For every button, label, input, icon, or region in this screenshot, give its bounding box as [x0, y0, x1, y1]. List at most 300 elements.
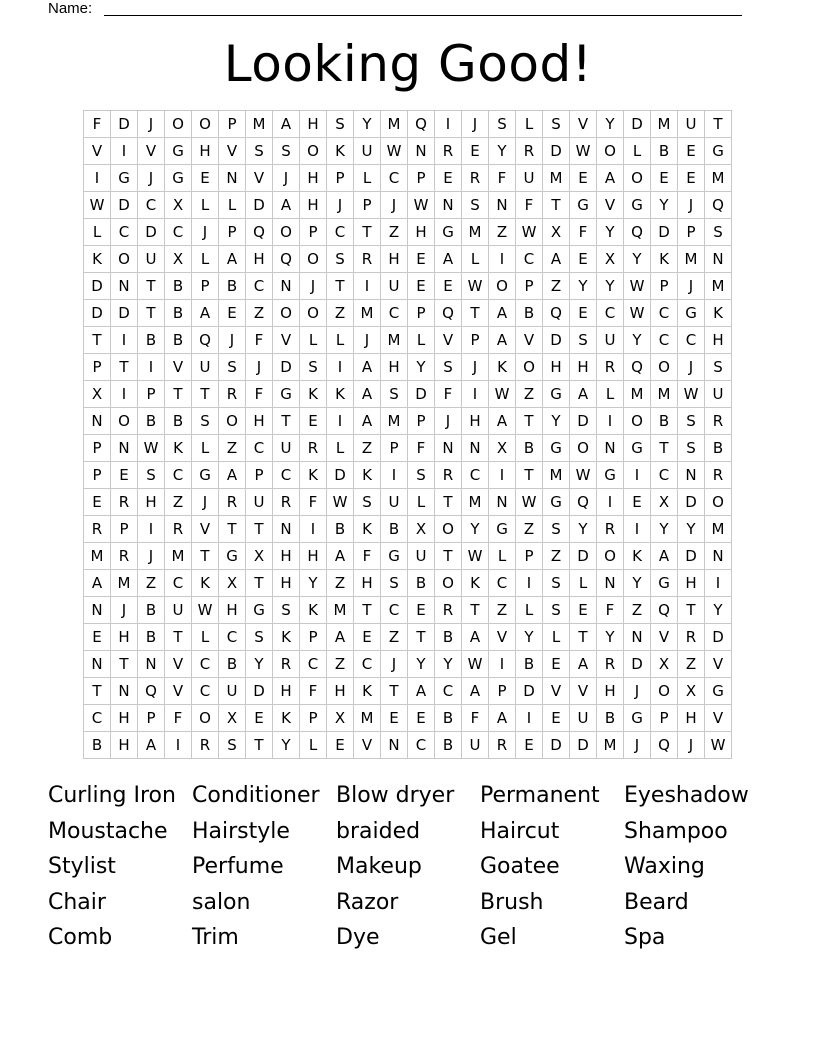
grid-cell: X	[246, 543, 273, 570]
grid-cell: B	[408, 570, 435, 597]
grid-cell: E	[192, 165, 219, 192]
grid-cell: J	[624, 732, 651, 759]
grid-cell: A	[489, 300, 516, 327]
grid-cell: S	[327, 111, 354, 138]
grid-cell: W	[489, 381, 516, 408]
grid-cell: O	[192, 111, 219, 138]
grid-cell: B	[435, 624, 462, 651]
grid-cell: L	[543, 624, 570, 651]
grid-cell: W	[570, 462, 597, 489]
grid-cell: Z	[489, 219, 516, 246]
grid-cell: H	[570, 354, 597, 381]
grid-cell: T	[273, 408, 300, 435]
grid-cell: Y	[624, 327, 651, 354]
grid-cell: T	[516, 462, 543, 489]
puzzle-title: Looking Good!	[223, 35, 593, 93]
grid-cell: V	[705, 705, 732, 732]
grid-cell: V	[273, 327, 300, 354]
grid-cell: X	[219, 570, 246, 597]
grid-cell: M	[597, 732, 624, 759]
grid-cell: R	[597, 651, 624, 678]
grid-cell: Y	[300, 570, 327, 597]
grid-cell: C	[192, 678, 219, 705]
grid-cell: T	[165, 624, 192, 651]
grid-cell: Z	[246, 300, 273, 327]
grid-cell: N	[489, 489, 516, 516]
grid-cell: M	[462, 219, 489, 246]
grid-cell: A	[273, 192, 300, 219]
grid-cell: E	[651, 165, 678, 192]
word-list-item: Brush	[480, 889, 544, 915]
grid-cell: D	[543, 327, 570, 354]
grid-cell: N	[219, 165, 246, 192]
grid-cell: E	[435, 165, 462, 192]
grid-cell: G	[570, 192, 597, 219]
grid-cell: R	[219, 489, 246, 516]
grid-cell: Q	[624, 354, 651, 381]
grid-cell: T	[408, 624, 435, 651]
grid-cell: H	[219, 597, 246, 624]
grid-cell: I	[165, 732, 192, 759]
grid-cell: S	[246, 138, 273, 165]
grid-cell: K	[705, 300, 732, 327]
grid-cell: O	[435, 516, 462, 543]
grid-cell: W	[462, 651, 489, 678]
grid-cell: W	[84, 192, 111, 219]
grid-cell: K	[489, 354, 516, 381]
grid-cell: J	[300, 273, 327, 300]
grid-cell: D	[516, 678, 543, 705]
grid-cell: L	[192, 246, 219, 273]
grid-cell: T	[543, 192, 570, 219]
grid-cell: G	[624, 192, 651, 219]
grid-cell: T	[705, 111, 732, 138]
grid-cell: K	[624, 543, 651, 570]
grid-cell: X	[84, 381, 111, 408]
grid-cell: D	[84, 300, 111, 327]
grid-cell: S	[678, 435, 705, 462]
grid-cell: P	[219, 219, 246, 246]
grid-cell: I	[516, 570, 543, 597]
grid-cell: P	[300, 705, 327, 732]
word-list-item: Blow dryer	[336, 783, 455, 808]
word-list-item: Beard	[624, 889, 689, 915]
grid-cell: V	[543, 678, 570, 705]
grid-cell: E	[408, 705, 435, 732]
grid-cell: W	[327, 489, 354, 516]
grid-cell: X	[678, 678, 705, 705]
grid-cell: E	[678, 165, 705, 192]
grid-cell: I	[705, 570, 732, 597]
grid-cell: W	[381, 138, 408, 165]
grid-cell: W	[624, 300, 651, 327]
grid-cell: A	[354, 354, 381, 381]
grid-cell: P	[138, 705, 165, 732]
grid-cell: E	[408, 246, 435, 273]
grid-cell: C	[84, 705, 111, 732]
grid-cell: Y	[597, 219, 624, 246]
grid-cell: P	[651, 705, 678, 732]
grid-cell: Y	[489, 138, 516, 165]
grid-cell: P	[381, 435, 408, 462]
grid-cell: C	[327, 219, 354, 246]
grid-cell: H	[678, 705, 705, 732]
grid-cell: S	[138, 462, 165, 489]
grid-cell: O	[111, 408, 138, 435]
grid-cell: P	[489, 678, 516, 705]
word-list-item: Gel	[480, 925, 517, 950]
grid-cell: M	[381, 327, 408, 354]
grid-cell: T	[678, 597, 705, 624]
grid-cell: H	[300, 543, 327, 570]
grid-cell: K	[300, 597, 327, 624]
grid-cell: K	[165, 435, 192, 462]
grid-cell: C	[111, 219, 138, 246]
grid-cell: D	[624, 651, 651, 678]
grid-cell: M	[651, 381, 678, 408]
word-list-item: Trim	[192, 925, 239, 950]
grid-cell: G	[651, 570, 678, 597]
word-list-item: salon	[192, 889, 251, 915]
grid-cell: G	[111, 165, 138, 192]
grid-cell: I	[111, 381, 138, 408]
grid-cell: T	[516, 408, 543, 435]
grid-cell: Y	[651, 516, 678, 543]
grid-cell: Z	[219, 435, 246, 462]
grid-cell: H	[246, 408, 273, 435]
grid-cell: Y	[354, 111, 381, 138]
grid-cell: M	[624, 381, 651, 408]
grid-cell: B	[138, 624, 165, 651]
grid-cell: A	[138, 732, 165, 759]
grid-cell: E	[678, 138, 705, 165]
grid-cell: F	[435, 381, 462, 408]
grid-cell: X	[543, 219, 570, 246]
grid-cell: M	[543, 462, 570, 489]
grid-cell: J	[381, 651, 408, 678]
grid-cell: W	[462, 543, 489, 570]
grid-cell: B	[705, 435, 732, 462]
grid-cell: P	[219, 111, 246, 138]
grid-cell: R	[462, 165, 489, 192]
grid-cell: P	[192, 273, 219, 300]
grid-cell: S	[489, 111, 516, 138]
grid-cell: B	[138, 408, 165, 435]
grid-cell: F	[84, 111, 111, 138]
grid-cell: O	[192, 705, 219, 732]
grid-cell: G	[192, 462, 219, 489]
grid-cell: U	[192, 354, 219, 381]
letter-grid	[83, 110, 732, 759]
word-list-item: Chair	[48, 889, 106, 915]
grid-cell: J	[354, 327, 381, 354]
grid-cell: G	[624, 705, 651, 732]
grid-cell: X	[219, 705, 246, 732]
grid-cell: D	[138, 219, 165, 246]
grid-cell: H	[354, 570, 381, 597]
grid-cell: E	[570, 246, 597, 273]
grid-cell: D	[111, 111, 138, 138]
grid-cell: S	[327, 246, 354, 273]
grid-cell: N	[408, 138, 435, 165]
grid-cell: C	[381, 300, 408, 327]
grid-cell: Y	[543, 408, 570, 435]
grid-cell: M	[381, 111, 408, 138]
grid-cell: F	[516, 192, 543, 219]
grid-cell: C	[165, 219, 192, 246]
grid-cell: A	[273, 111, 300, 138]
grid-cell: Q	[138, 678, 165, 705]
grid-cell: X	[651, 651, 678, 678]
grid-cell: W	[678, 381, 705, 408]
grid-cell: K	[354, 678, 381, 705]
grid-cell: H	[246, 246, 273, 273]
grid-cell: Z	[327, 651, 354, 678]
grid-cell: S	[408, 462, 435, 489]
grid-cell: S	[354, 489, 381, 516]
grid-cell: H	[111, 624, 138, 651]
grid-cell: T	[165, 381, 192, 408]
grid-cell: T	[111, 354, 138, 381]
grid-cell: H	[192, 138, 219, 165]
grid-cell: M	[462, 489, 489, 516]
grid-cell: B	[138, 597, 165, 624]
grid-cell: N	[111, 435, 138, 462]
grid-cell: L	[327, 327, 354, 354]
grid-cell: T	[435, 489, 462, 516]
grid-cell: G	[543, 435, 570, 462]
grid-cell: W	[138, 435, 165, 462]
grid-cell: L	[192, 435, 219, 462]
grid-cell: G	[165, 165, 192, 192]
grid-cell: A	[327, 543, 354, 570]
grid-cell: P	[138, 381, 165, 408]
grid-cell: T	[219, 516, 246, 543]
grid-cell: L	[462, 246, 489, 273]
grid-cell: O	[597, 138, 624, 165]
grid-cell: T	[354, 219, 381, 246]
grid-cell: N	[705, 246, 732, 273]
grid-cell: E	[246, 705, 273, 732]
grid-cell: S	[435, 354, 462, 381]
grid-cell: R	[165, 516, 192, 543]
grid-cell: R	[597, 354, 624, 381]
grid-cell: S	[705, 219, 732, 246]
grid-cell: Y	[570, 273, 597, 300]
grid-cell: C	[678, 327, 705, 354]
grid-cell: H	[138, 489, 165, 516]
grid-cell: E	[381, 705, 408, 732]
grid-cell: V	[570, 111, 597, 138]
grid-cell: E	[84, 489, 111, 516]
grid-cell: A	[489, 327, 516, 354]
grid-cell: L	[192, 624, 219, 651]
word-list-item: Goatee	[480, 854, 560, 879]
grid-cell: P	[84, 435, 111, 462]
grid-cell: W	[705, 732, 732, 759]
grid-cell: D	[543, 732, 570, 759]
grid-cell: E	[435, 273, 462, 300]
grid-cell: I	[84, 165, 111, 192]
grid-cell: Y	[597, 624, 624, 651]
grid-cell: Y	[651, 192, 678, 219]
grid-cell: O	[489, 273, 516, 300]
grid-cell: I	[489, 246, 516, 273]
word-list-item: Comb	[48, 925, 113, 950]
word-list-item: Perfume	[192, 854, 284, 879]
grid-cell: H	[408, 219, 435, 246]
grid-cell: U	[381, 273, 408, 300]
grid-cell: O	[435, 570, 462, 597]
grid-cell: A	[462, 678, 489, 705]
grid-cell: W	[408, 192, 435, 219]
grid-cell: I	[516, 705, 543, 732]
grid-cell: K	[354, 516, 381, 543]
grid-cell: T	[246, 516, 273, 543]
grid-cell: R	[516, 138, 543, 165]
grid-cell: K	[327, 381, 354, 408]
grid-cell: G	[624, 435, 651, 462]
grid-cell: U	[408, 543, 435, 570]
grid-cell: F	[246, 381, 273, 408]
grid-cell: Z	[516, 516, 543, 543]
grid-cell: T	[246, 570, 273, 597]
grid-cell: U	[165, 597, 192, 624]
word-list-item: Spa	[624, 925, 666, 950]
grid-cell: R	[705, 462, 732, 489]
grid-cell: I	[327, 408, 354, 435]
grid-cell: O	[111, 246, 138, 273]
grid-cell: D	[246, 678, 273, 705]
grid-cell: D	[327, 462, 354, 489]
grid-cell: U	[597, 327, 624, 354]
grid-cell: T	[435, 543, 462, 570]
grid-cell: N	[111, 678, 138, 705]
grid-cell: I	[111, 327, 138, 354]
word-list	[48, 778, 768, 956]
grid-cell: W	[624, 273, 651, 300]
grid-cell: D	[651, 219, 678, 246]
grid-cell: U	[705, 381, 732, 408]
grid-cell: Y	[624, 570, 651, 597]
grid-cell: Y	[678, 516, 705, 543]
grid-cell: J	[624, 678, 651, 705]
grid-cell: Z	[624, 597, 651, 624]
grid-cell: R	[435, 462, 462, 489]
grid-cell: Z	[165, 489, 192, 516]
grid-cell: P	[516, 273, 543, 300]
grid-cell: H	[300, 192, 327, 219]
word-list-item: Stylist	[48, 854, 116, 879]
grid-cell: T	[354, 597, 381, 624]
grid-cell: S	[543, 570, 570, 597]
grid-cell: P	[84, 354, 111, 381]
grid-cell: X	[165, 246, 192, 273]
grid-cell: I	[462, 381, 489, 408]
word-list-item: Eyeshadow	[624, 783, 749, 808]
grid-cell: P	[408, 408, 435, 435]
grid-cell: G	[381, 543, 408, 570]
grid-cell: C	[381, 165, 408, 192]
grid-cell: Z	[489, 597, 516, 624]
grid-cell: D	[111, 300, 138, 327]
grid-cell: V	[435, 327, 462, 354]
grid-cell: A	[219, 462, 246, 489]
grid-cell: J	[138, 543, 165, 570]
grid-cell: H	[381, 246, 408, 273]
grid-cell: P	[111, 516, 138, 543]
grid-cell: W	[516, 219, 543, 246]
grid-cell: U	[678, 111, 705, 138]
grid-cell: J	[678, 354, 705, 381]
grid-cell: Z	[543, 273, 570, 300]
grid-cell: W	[462, 273, 489, 300]
grid-cell: K	[84, 246, 111, 273]
grid-cell: H	[273, 678, 300, 705]
grid-cell: B	[651, 408, 678, 435]
grid-cell: E	[300, 408, 327, 435]
grid-cell: D	[84, 273, 111, 300]
grid-cell: Y	[246, 651, 273, 678]
grid-cell: L	[408, 327, 435, 354]
grid-cell: T	[111, 651, 138, 678]
grid-cell: V	[165, 354, 192, 381]
grid-cell: A	[327, 624, 354, 651]
grid-cell: T	[327, 273, 354, 300]
grid-cell: J	[138, 111, 165, 138]
grid-cell: M	[246, 111, 273, 138]
grid-cell: B	[327, 516, 354, 543]
grid-cell: Z	[138, 570, 165, 597]
grid-cell: S	[273, 597, 300, 624]
grid-cell: Q	[246, 219, 273, 246]
grid-cell: R	[354, 246, 381, 273]
grid-cell: Y	[273, 732, 300, 759]
grid-cell: A	[570, 651, 597, 678]
grid-cell: U	[381, 489, 408, 516]
grid-cell: X	[327, 705, 354, 732]
grid-cell: V	[516, 327, 543, 354]
grid-cell: E	[84, 624, 111, 651]
grid-cell: R	[300, 435, 327, 462]
grid-cell: M	[111, 570, 138, 597]
grid-cell: T	[462, 300, 489, 327]
grid-cell: J	[192, 489, 219, 516]
grid-cell: S	[705, 354, 732, 381]
word-list-item: Razor	[336, 889, 399, 915]
word-list-item: Haircut	[480, 818, 560, 844]
grid-cell: U	[273, 435, 300, 462]
grid-cell: O	[273, 219, 300, 246]
grid-cell: R	[705, 408, 732, 435]
grid-cell: A	[651, 543, 678, 570]
grid-cell: P	[246, 462, 273, 489]
grid-cell: L	[597, 381, 624, 408]
grid-cell: I	[435, 111, 462, 138]
grid-cell: N	[273, 516, 300, 543]
grid-cell: Z	[543, 543, 570, 570]
grid-cell: A	[489, 408, 516, 435]
grid-cell: S	[543, 516, 570, 543]
grid-cell: V	[138, 138, 165, 165]
grid-cell: E	[219, 300, 246, 327]
grid-cell: E	[354, 624, 381, 651]
grid-cell: E	[543, 651, 570, 678]
grid-cell: T	[138, 300, 165, 327]
grid-cell: Q	[624, 219, 651, 246]
grid-cell: I	[354, 273, 381, 300]
grid-cell: T	[381, 678, 408, 705]
